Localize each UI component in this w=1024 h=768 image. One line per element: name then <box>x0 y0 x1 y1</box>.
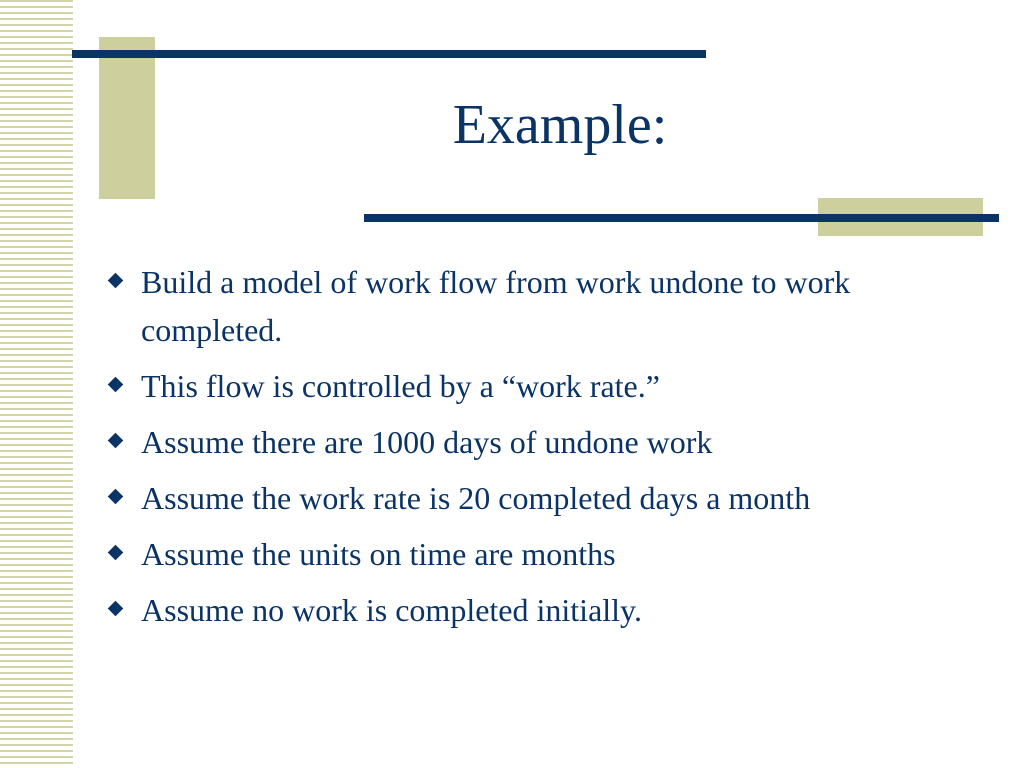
diamond-bullet-icon <box>108 377 124 393</box>
bullet-item <box>100 418 990 466</box>
bullet-text: Assume there are 1000 days of undone work <box>141 424 713 460</box>
left-striped-border <box>0 0 73 768</box>
bullet-item <box>100 530 990 578</box>
diamond-bullet-icon <box>108 489 124 505</box>
bullet-item <box>100 362 990 410</box>
bullet-item <box>100 586 990 634</box>
bullet-text: Assume no work is completed initially. <box>141 592 642 628</box>
bullet-list <box>100 258 990 642</box>
bullet-text: This flow is controlled by a “work rate.” <box>141 368 660 404</box>
diamond-bullet-icon <box>108 601 124 617</box>
bullet-text: Assume the work rate is 20 completed days a month <box>141 480 811 516</box>
bullet-item <box>100 258 990 354</box>
top-accent-block <box>99 37 155 199</box>
bullet-text: Build a model of work flow from work undone to work completed. <box>141 264 851 348</box>
bottom-accent-line <box>364 214 999 222</box>
diamond-bullet-icon <box>108 273 124 289</box>
diamond-bullet-icon <box>108 545 124 561</box>
diamond-bullet-icon <box>108 433 124 449</box>
slide-title: Example: <box>452 94 668 156</box>
bullet-text: Assume the units on time are months <box>141 536 616 572</box>
top-accent-line <box>72 50 706 58</box>
bullet-item <box>100 474 990 522</box>
